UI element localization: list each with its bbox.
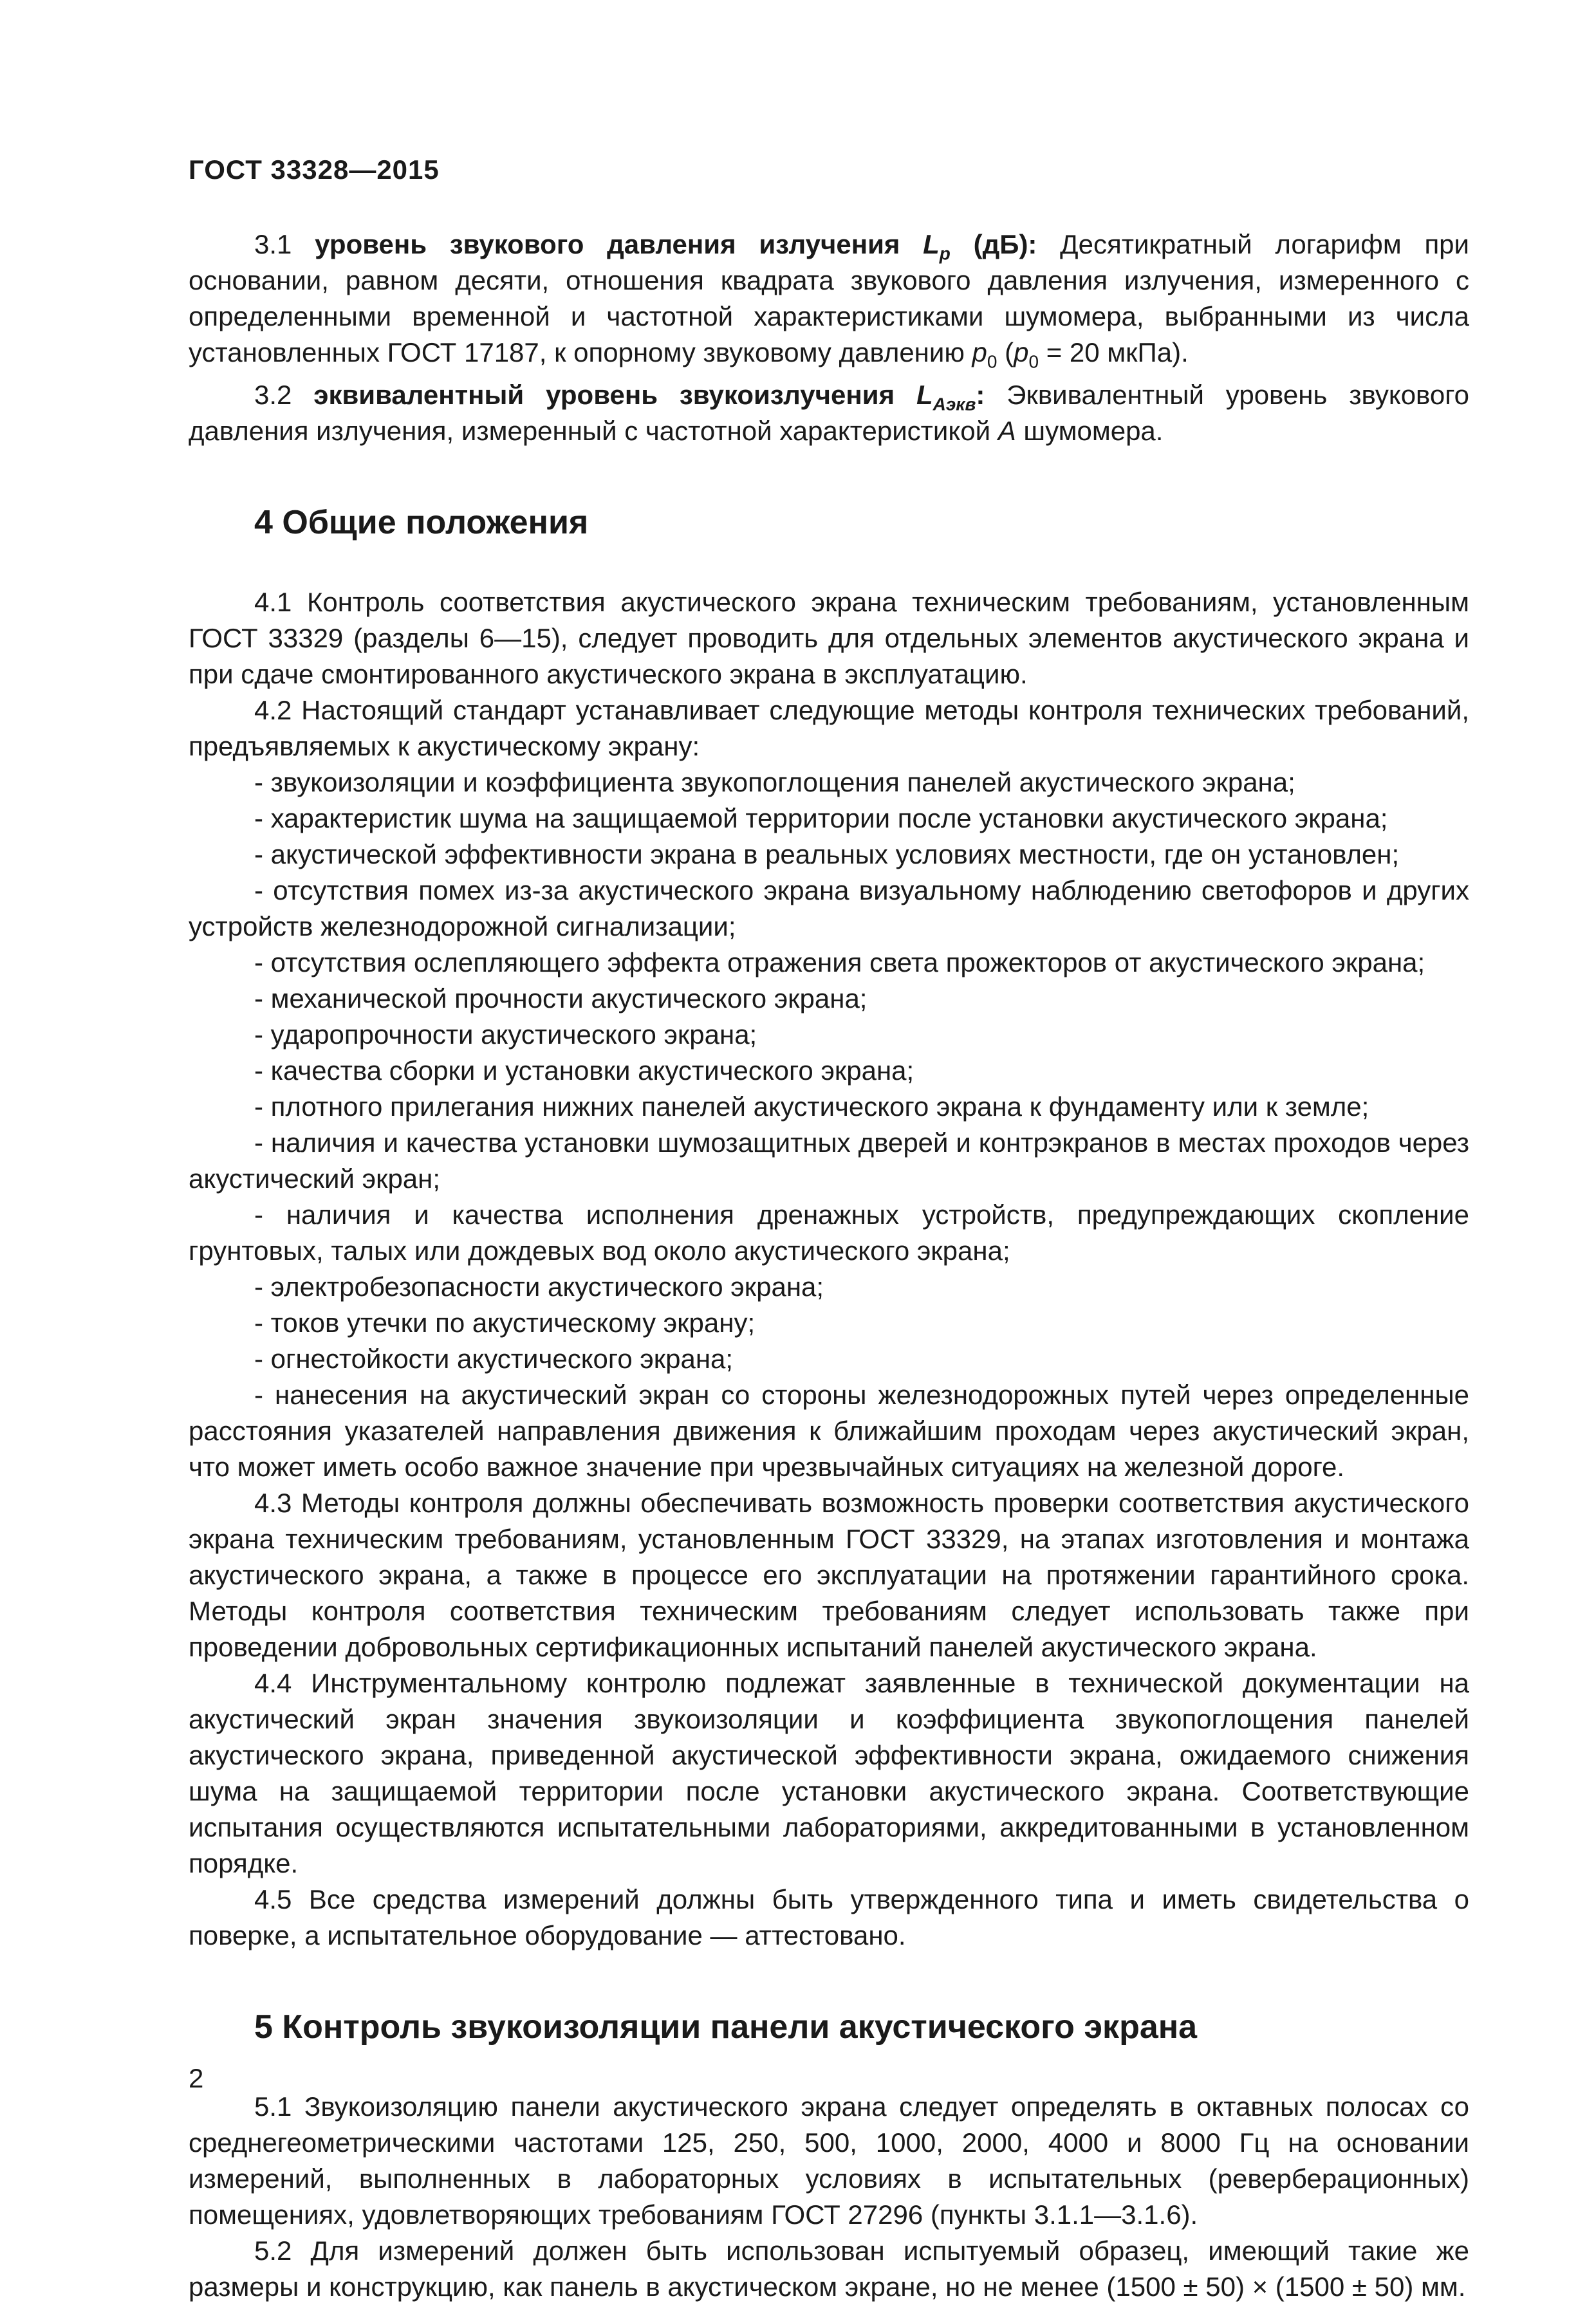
unit: (дБ):: [950, 229, 1061, 259]
list-item: - токов утечки по акустическому экрану;: [254, 1308, 756, 1338]
paragraph-5-2: 5.2 Для измерений должен быть использован испытуемый образец, имеющий такие же размеры и конструкцию, как панель в акустическом экране, но не менее (1500 ± 50) × (1500 ± 50) мм.: [189, 2236, 1469, 2302]
paragraph-4-4: 4.4 Инструментальному контролю подлежат заявленные в технической документации на акустический экран значения звукоизоляции и коэффициента звукопоглощения панелей акустического экрана, приведенной акустической эффективности экрана, ожидаемого снижения шума на защищаемой территории после установки акустического экрана. Соответствующие испытания осуществляются испытательными лабораториями, аккредитованными в установленном порядке.: [189, 1668, 1469, 1878]
list-item: - наличия и качества установки шумозащитных дверей и контрэкранов в местах проходов через акустический экран;: [189, 1127, 1469, 1194]
document-code-header: ГОСТ 33328—2015: [189, 154, 440, 185]
definition-term: уровень звукового давления излучения: [315, 229, 923, 259]
section-5-heading: 5 Контроль звукоизоляции панели акустического экрана: [254, 2008, 1198, 2046]
definition-term: эквивалентный уровень звукоизлучения: [313, 380, 916, 410]
definition-text: Десятикратный логарифм при основании, равном десяти, отношения квадрата звукового давления излучения, измеренного с определенными временной и частотной характеристиками шумомера, выбранными из числа установленных ГОСТ 17187, к опорному звуковому давлению: [189, 229, 1470, 367]
list-item: - отсутствия помех из-за акустического экрана визуальному наблюдению светофоров и других устройств железнодорожной сигнализации;: [189, 875, 1469, 941]
colon: :: [976, 380, 1007, 410]
symbol-p0-b-subscript: 0: [1028, 351, 1039, 372]
list-item: - характеристик шума на защищаемой территории после установки акустического экрана;: [254, 803, 1388, 833]
definition-text: Эквивалентный уровень звукового давления излучения, измеренный с частотной характеристикой: [189, 380, 1470, 446]
symbol-p0-subscript: 0: [987, 351, 998, 372]
list-item: - звукоизоляции и коэффициента звукопоглощения панелей акустического экрана;: [254, 767, 1295, 797]
document-page: [189, 154, 1469, 2305]
page-number: 2: [189, 2063, 204, 2093]
symbol-p0-b: p: [1014, 337, 1029, 367]
paragraph-5-1: 5.1 Звукоизоляцию панели акустического экрана следует определять в октавных полосах со среднегеометрическими частотами 125, 250, 500, 1000, 2000, 4000 и 8000 Гц на основании измерений, выполненных в лабораторных условиях в испытательных (реверберационных) помещениях, удовлетворяющих требованиям ГОСТ 27296 (пункты 3.1.1—3.1.6).: [189, 2091, 1469, 2230]
definition-text-end: = 20 мкПа).: [1039, 337, 1189, 367]
list-item: - наличия и качества исполнения дренажных устройств, предупреждающих скопление грунтовых, талых или дождевых вод около акустического экрана;: [189, 1199, 1469, 1266]
list-item: - электробезопасности акустического экрана;: [254, 1272, 824, 1302]
section-4-heading: 4 Общие положения: [254, 504, 589, 541]
paragraph-4-2: 4.2 Настоящий стандарт устанавливает следующие методы контроля технических требований, предъявляемых к акустическому экрану:: [189, 695, 1469, 761]
paragraph-4-5: 4.5 Все средства измерений должны быть утвержденного типа и иметь свидетельства о поверке, а испытательное оборудование — аттестовано.: [189, 1884, 1469, 1950]
symbol-p0: p: [972, 337, 987, 367]
definition-3-2: [189, 377, 1469, 449]
symbol-a: A: [998, 416, 1016, 446]
symbol: L: [916, 380, 933, 410]
list-item: - качества сборки и установки акустического экрана;: [254, 1055, 914, 1086]
symbol-subscript: Aэкв: [933, 394, 976, 414]
definition-text-mid: (: [997, 337, 1014, 367]
list-item: - акустической эффективности экрана в реальных условиях местности, где он установлен;: [254, 839, 1400, 869]
definition-number: 3.2: [254, 380, 314, 410]
paragraph-4-1: 4.1 Контроль соответствия акустического экрана техническим требованиям, установленным ГОСТ 33329 (разделы 6—15), следует проводить для отдельных элементов акустического экрана и при сдаче смонтированного акустического экрана в эксплуатацию.: [189, 587, 1469, 689]
definition-number: 3.1: [254, 229, 315, 259]
list-item: - отсутствия ослепляющего эффекта отражения света прожекторов от акустического экрана;: [254, 947, 1425, 977]
definition-3-1: [189, 227, 1469, 371]
definition-text-end: шумомера.: [1016, 416, 1164, 446]
list-item: - ударопрочности акустического экрана;: [254, 1019, 757, 1050]
list-item: - механической прочности акустического экрана;: [254, 983, 868, 1014]
list-item: - огнестойкости акустического экрана;: [254, 1344, 734, 1374]
symbol-subscript: p: [939, 243, 951, 264]
symbol: L: [923, 229, 940, 259]
paragraph-4-3: 4.3 Методы контроля должны обеспечивать возможность проверки соответствия акустического экрана техническим требованиям, установленным ГОСТ 33329, на этапах изготовления и монтажа акустического экрана, а также в процессе его эксплуатации на протяжении гарантийного срока. Методы контроля соответствия техническим требованиям следует использовать также при проведении добровольных сертификационных испытаний панелей акустического экрана.: [189, 1488, 1469, 1662]
list-item: - нанесения на акустический экран со стороны железнодорожных путей через определенные расстояния указателей направления движения к ближайшим проходам через акустический экран, что может иметь особо важное значение при чрезвычайных ситуациях на железной дороге.: [189, 1380, 1469, 1482]
list-item: - плотного прилегания нижних панелей акустического экрана к фундаменту или к земле;: [254, 1091, 1369, 1122]
